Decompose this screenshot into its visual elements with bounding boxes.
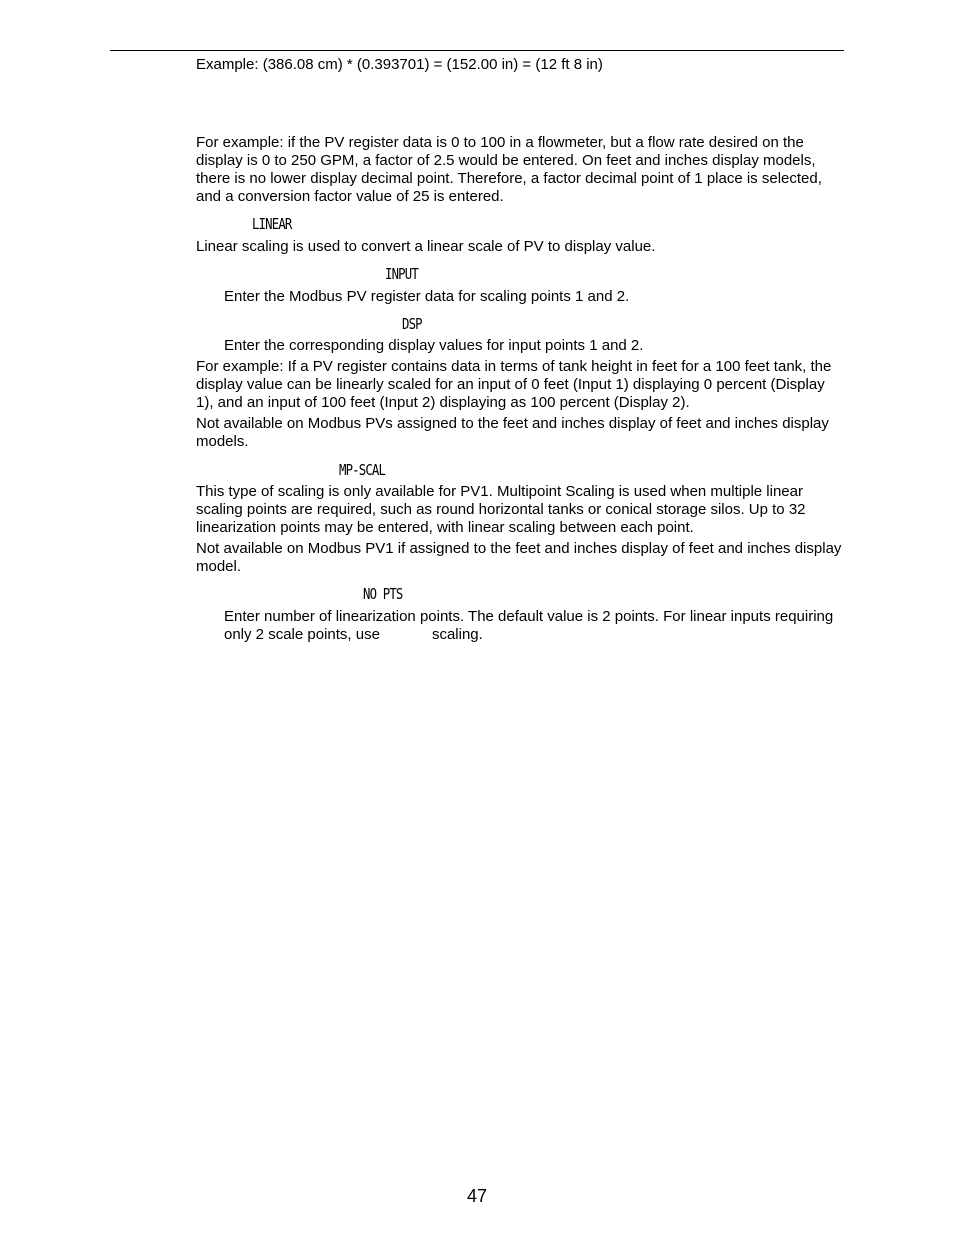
disp-display-label: DSP	[402, 315, 422, 333]
linear-description: Linear scaling is used to convert a linear scale of PV to display value.	[196, 238, 656, 255]
page-number: 47	[466, 1186, 488, 1206]
input-description: Enter the Modbus PV register data for scaling points 1 and 2.	[224, 288, 630, 305]
linear-note: Not available on Modbus PVs assigned to the feet and inches display of feet and inches display models.	[196, 415, 829, 450]
mpscal-description: This type of scaling is only available for PV1. Multipoint Scaling is used when multiple linear scaling points are required, such as round horizontal tanks or conical storage silos. Up to 32 linearization points may be entered, with linear scaling between each point.	[196, 483, 806, 536]
factor-example-paragraph: For example: if the PV register data is 0 to 100 in a flowmeter, but a flow rate desired on the display is 0 to 250 GPM, a factor of 2.5 would be entered. On feet and inches display models, there is no lower display decimal point. Therefore, a factor decimal point of 1 place is selected, and a conversion factor value of 25 is entered.	[196, 134, 822, 205]
header-rule	[110, 50, 844, 51]
mpscal-display-label: MP-SCAL	[339, 461, 386, 479]
mpscal-note: Not available on Modbus PV1 if assigned to the feet and inches display of feet and inches display model.	[196, 540, 842, 575]
input-display-label: INPUT	[385, 265, 418, 283]
nopts-description-main: Enter number of linearization points. The default value is 2 points. For linear inputs requiring only 2 scale points, use	[224, 608, 834, 643]
disp-description: Enter the corresponding display values for input points 1 and 2.	[224, 337, 644, 354]
linear-display-label: LINEAR	[252, 215, 292, 233]
linear-example-paragraph: For example: If a PV register contains data in terms of tank height in feet for a 100 feet tank, the display value can be linearly scaled for an input of 0 feet (Input 1) displaying 0 percent (Display 1), and an input of 100 feet (Input 2) displaying as 100 percent (Display 2).	[196, 358, 832, 411]
nopts-description-end: scaling.	[431, 626, 483, 643]
nopts-description	[224, 608, 844, 644]
conversion-example: Example: (386.08 cm) * (0.393701) = (152.00 in) = (12 ft 8 in)	[196, 56, 603, 73]
nopts-display-label: NO PTS	[363, 585, 403, 603]
